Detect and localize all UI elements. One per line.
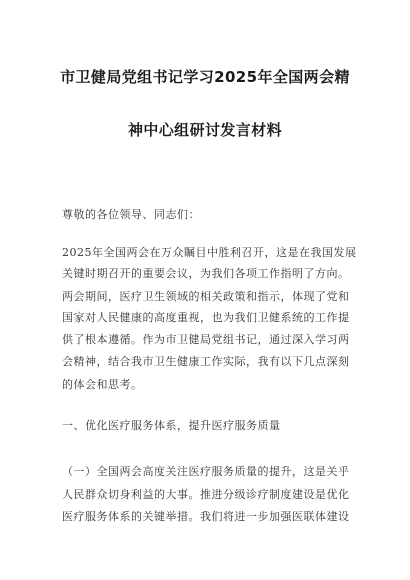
paragraph-1-line-5: 供了根本遵循。作为市卫健局党组书记，通过深入学习两: [62, 333, 350, 346]
section-heading-1: 一、优化医疗服务体系，提升医疗服务质量: [62, 419, 281, 432]
paragraph-2-line-1: （一）全国两会高度关注医疗服务质量的提升，这是关乎: [62, 465, 350, 478]
paragraph-1-line-4: 国家对人民健康的高度重视，也为我们卫健系统的工作提: [62, 311, 350, 324]
paragraph-1-line-2: 关键时期召开的重要会议，为我们各项工作指明了方向。: [62, 267, 350, 280]
document-title-line-2: 神中心组研讨发言材料: [127, 121, 282, 139]
document-title-line-1: 市卫健局党组书记学习2025年全国两会精: [60, 68, 350, 86]
paragraph-2-line-3: 医疗服务体系的关键举措。我们将进一步加强医联体建设: [62, 510, 350, 523]
greeting: 尊敬的各位领导、同志们：: [62, 208, 200, 221]
paragraph-2-line-2: 人民群众切身利益的大事。推进分级诊疗制度建设是优化: [62, 488, 350, 501]
paragraph-1-line-7: 的体会和思考。: [62, 378, 143, 391]
paragraph-1-line-6: 会精神，结合我市卫生健康工作实际，我有以下几点深刻: [62, 355, 350, 368]
paragraph-1-line-3: 两会期间，医疗卫生领域的相关政策和指示，体现了党和: [62, 290, 350, 303]
paragraph-1-line-1: 2025年全国两会在万众瞩目中胜利召开，这是在我国发展: [62, 246, 357, 259]
